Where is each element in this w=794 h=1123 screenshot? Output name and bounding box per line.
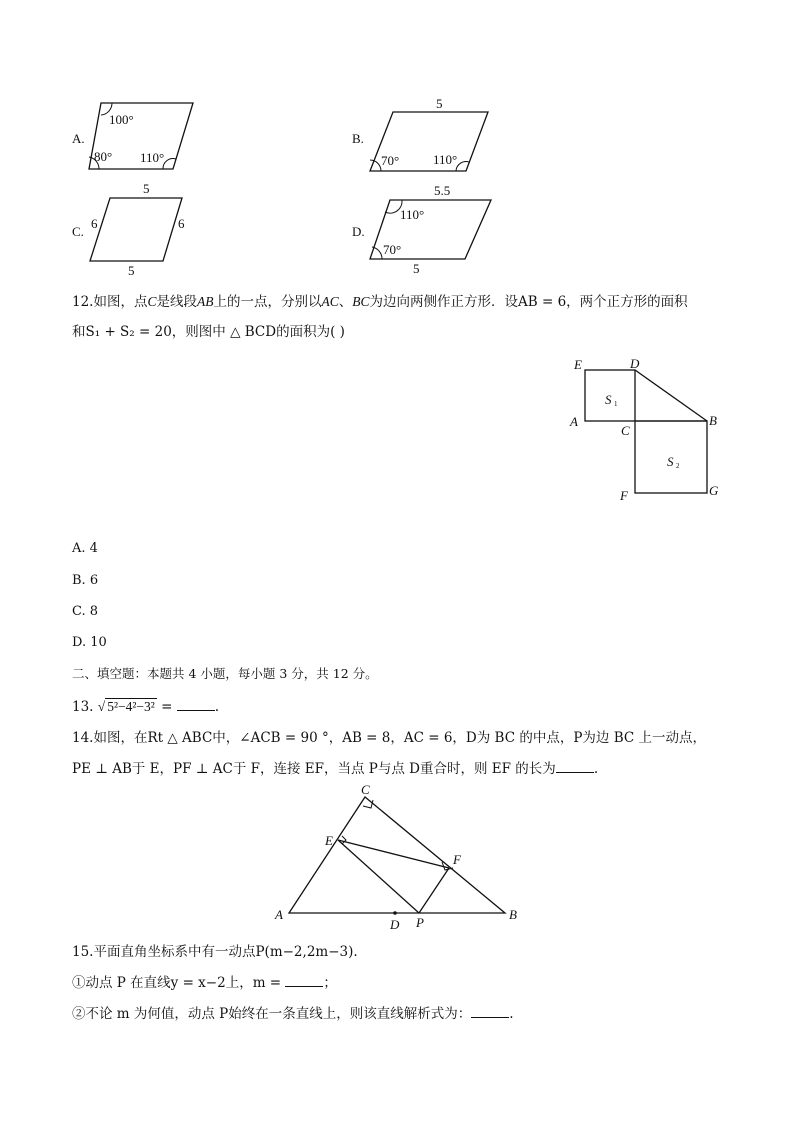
q15-question-line3: ②不论 m 为何值，动点 P始终在一条直线上，则该直线解析式为： .: [72, 1006, 514, 1022]
point-label-f: F: [620, 488, 628, 503]
area-label-s2: S: [667, 454, 674, 469]
point-label-d: D: [630, 356, 640, 371]
point-label-c: C: [621, 423, 630, 438]
side-label: 5: [128, 263, 135, 278]
side-label: 5.5: [434, 183, 451, 198]
point-label-a: A: [275, 907, 283, 922]
side-label: 6: [91, 216, 98, 231]
q15-question-line1: 15.平面直角坐标系中有一动点P(m−2,2m−3).: [72, 944, 358, 960]
angle-label: 80°: [94, 149, 113, 164]
point-label-e: E: [574, 357, 582, 372]
q14-question-line1: 14.如图，在Rt △ ABC中，∠ACB = 90 °，AB = 8，AC = 6，D为 BC 的中点，P为边 BC 上一动点，: [72, 730, 706, 746]
point-label-f: F: [453, 852, 461, 867]
side-label: 5: [436, 96, 443, 111]
point-label-d: D: [390, 917, 400, 932]
q12-option-c: C. 8: [72, 604, 99, 619]
section-header-fill-in: 二、填空题：本题共 4 小题，每小题 3 分，共 12 分。: [72, 666, 378, 681]
q15-question-line2: ①动点 P 在直线y = x−2上，m = ；: [72, 975, 337, 991]
point-label-e: E: [325, 833, 333, 848]
option-d-letter: D.: [352, 224, 365, 239]
point-label-p: P: [416, 915, 424, 930]
q12-question-line1: 12.如图，点C是线段AB上的一点，分别以AC、BC为边向两侧作正方形．设AB = 6，两个正方形的面积: [72, 294, 688, 310]
point-d: [393, 911, 397, 915]
q14-question-line2: PE ⊥ AB于 E，PF ⊥ AC于 F，连接 EF，当点 P与点 D重合时，则 EF 的长为 .: [72, 761, 599, 777]
angle-label: 70°: [383, 242, 402, 257]
point-label-g: G: [709, 483, 719, 498]
segment-pf: [419, 868, 449, 913]
answer-blank: [471, 1005, 509, 1018]
option-a-letter: A.: [72, 131, 85, 146]
angle-label: 110°: [140, 150, 165, 165]
q12-option-d: D. 10: [72, 635, 107, 650]
option-c-letter: C.: [72, 224, 84, 239]
radicand: 5²−4²−3²: [107, 699, 155, 714]
segment-ef: [338, 840, 449, 868]
q13-question: 13. √ 5²−4²−3² = .: [72, 699, 220, 715]
point-label-b: B: [509, 907, 517, 922]
area-label-s1-sub: 1: [614, 400, 618, 408]
side-label: 6: [178, 216, 185, 231]
area-label-s1: S: [605, 392, 612, 407]
angle-label: 110°: [400, 207, 425, 222]
q12-option-b: B. 6: [72, 573, 99, 588]
angle-label: 110°: [433, 152, 458, 167]
angle-label: 70°: [381, 153, 400, 168]
point-label-b: B: [709, 413, 717, 428]
side-label: 5: [143, 181, 150, 196]
q12-question-line2: 和S₁ + S₂ = 20，则图中 △ BCD的面积为( ): [72, 324, 345, 340]
option-b-letter: B.: [352, 131, 364, 146]
angle-label: 100°: [109, 112, 134, 127]
area-label-s2-sub: 2: [676, 462, 680, 470]
side-label: 5: [413, 261, 420, 276]
point-label-a: A: [570, 414, 578, 429]
point-label-c: C: [361, 782, 370, 797]
q12-option-a: A. 4: [72, 541, 98, 556]
segment-pe: [338, 840, 419, 913]
answer-blank: [285, 974, 323, 987]
